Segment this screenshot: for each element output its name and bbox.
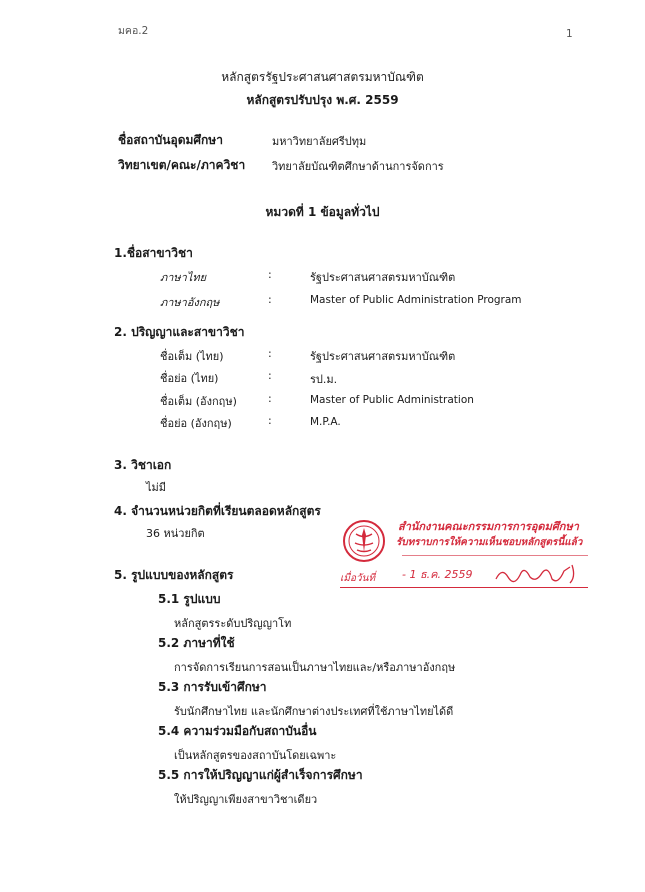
section5-2-heading: 5.2 ภาษาที่ใช้ — [158, 636, 235, 650]
section2-full-thai-value: รัฐประศาสนศาสตรมหาบัณฑิต — [310, 350, 456, 363]
section2-heading: 2. ปริญญาและสาขาวิชา — [114, 325, 245, 339]
section5-heading: 5. รูปแบบของหลักสูตร — [114, 568, 234, 582]
faculty-label: วิทยาเขต/คณะ/ภาควิชา — [118, 158, 246, 172]
colon: : — [268, 347, 272, 360]
institution-value: มหาวิทยาลัยศรีปทุม — [272, 135, 367, 148]
section1-thai-label: ภาษาไทย — [160, 271, 207, 284]
page-title: หลักสูตรรัฐประศาสนศาสตรมหาบัณฑิต — [221, 70, 424, 84]
chapter-title: หมวดที่ 1 ข้อมูลทั่วไป — [265, 205, 380, 219]
seal-icon — [342, 519, 386, 563]
colon: : — [268, 414, 272, 427]
stamp-date: - 1 ธ.ค. 2559 — [402, 568, 473, 581]
section5-2-value: การจัดการเรียนการสอนเป็นภาษาไทยและ/หรือภาษาอังกฤษ — [174, 661, 456, 674]
faculty-value: วิทยาลัยบัณฑิตศึกษาด้านการจัดการ — [272, 160, 444, 173]
section2-full-eng-label: ชื่อเต็ม (อังกฤษ) — [160, 395, 237, 408]
section5-4-value: เป็นหลักสูตรของสถาบันโดยเฉพาะ — [174, 749, 337, 762]
section1-thai-value: รัฐประศาสนศาสตรมหาบัณฑิต — [310, 271, 456, 284]
section5-4-heading: 5.4 ความร่วมมือกับสถาบันอื่น — [158, 724, 317, 738]
section5-1-value: หลักสูตรระดับปริญญาโท — [174, 617, 292, 630]
section3-value: ไม่มี — [146, 481, 167, 494]
section5-5-heading: 5.5 การให้ปริญญาแก่ผู้สำเร็จการศึกษา — [158, 768, 363, 782]
colon: : — [268, 392, 272, 405]
section1-eng-value: Master of Public Administration Program — [310, 294, 522, 306]
stamp-divider — [402, 555, 588, 556]
section5-3-value: รับนักศึกษาไทย และนักศึกษาต่างประเทศที่ใช้ภาษาไทยได้ดี — [174, 705, 454, 718]
section2-full-eng-value: Master of Public Administration — [310, 394, 474, 406]
stamp-approval-text: รับทราบการให้ความเห็นชอบหลักสูตรนี้แล้ว — [396, 537, 583, 548]
section1-heading: 1.ชื่อสาขาวิชา — [114, 246, 193, 260]
page-subtitle: หลักสูตรปรับปรุง พ.ศ. 2559 — [246, 93, 399, 107]
section2-full-thai-label: ชื่อเต็ม (ไทย) — [160, 350, 224, 363]
section4-heading: 4. จำนวนหน่วยกิตที่เรียนตลอดหลักสูตร — [114, 504, 321, 518]
institution-label: ชื่อสถาบันอุดมศึกษา — [118, 133, 223, 147]
page-number: 1 — [566, 28, 573, 40]
approval-stamp — [340, 513, 588, 593]
section2-abbr-eng-value: M.P.A. — [310, 416, 341, 428]
stamp-date-label: เมื่อวันที่ — [340, 573, 376, 584]
signature-icon — [492, 557, 582, 589]
section2-abbr-thai-label: ชื่อย่อ (ไทย) — [160, 372, 219, 385]
section2-abbr-eng-label: ชื่อย่อ (อังกฤษ) — [160, 417, 232, 430]
section2-abbr-thai-value: รป.ม. — [310, 373, 338, 386]
section3-heading: 3. วิชาเอก — [114, 458, 172, 472]
colon: : — [268, 293, 272, 306]
colon: : — [268, 268, 272, 281]
section5-1-heading: 5.1 รูปแบบ — [158, 592, 221, 606]
document-code: มคอ.2 — [118, 25, 149, 37]
stamp-underline — [340, 587, 588, 588]
section5-3-heading: 5.3 การรับเข้าศึกษา — [158, 680, 267, 694]
section5-5-value: ให้ปริญญาเพียงสาขาวิชาเดียว — [174, 793, 318, 806]
section1-eng-label: ภาษาอังกฤษ — [160, 296, 220, 309]
section4-value: 36 หน่วยกิต — [146, 527, 205, 540]
colon: : — [268, 369, 272, 382]
stamp-office-name: สำนักงานคณะกรรมการการอุดมศึกษา — [398, 520, 579, 533]
